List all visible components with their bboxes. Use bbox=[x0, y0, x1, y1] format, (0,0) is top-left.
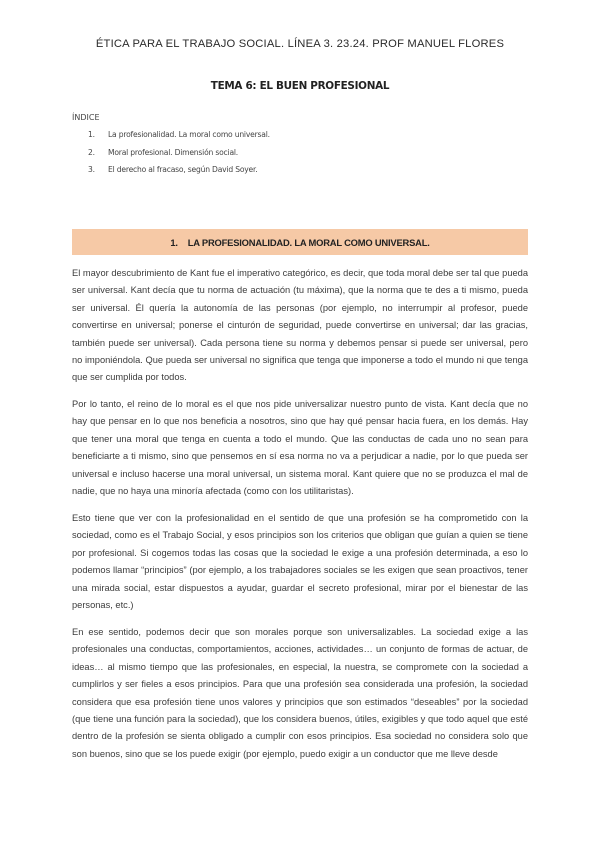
toc-item-number: 2. bbox=[88, 147, 95, 157]
section-heading-bar bbox=[72, 229, 528, 255]
body-paragraph: En ese sentido, podemos decir que son morales porque son universalizables. La sociedad exige a las profesionales una conductas, comportamientos, acciones, actividades… un conjunto de formas de actuar, de ideas… al mismo tiempo que las profesionales, en especial, la nuestra, se compromete con la sociedad a cumplirlos y ser fieles a esos principios. Para que una profesión sea considerada una profesión, la sociedad considera que esa profesión tiene unos valores y principios que son estimados “deseables” por la sociedad (que tiene una función para la sociedad), que los considera buenos, útiles, exigibles y que todo aquel que esté dentro de la profesión se sienta obligado a cumplir con esos principios. Esa sociedad no considera solo que son buenos, sino que se los puede exigir (por ejemplo, puedo exigir a un conductor que me lleve desde bbox=[72, 627, 528, 759]
index-title: ÍNDICE bbox=[72, 113, 100, 122]
toc-item-label: La profesionalidad. La moral como universal. bbox=[108, 130, 270, 139]
toc-item-number: 3. bbox=[88, 165, 95, 174]
toc-item bbox=[88, 147, 270, 165]
toc-item bbox=[88, 129, 270, 147]
document-header: ÉTICA PARA EL TRABAJO SOCIAL. LÍNEA 3. 23.24. PROF MANUEL FLORES bbox=[95, 38, 505, 50]
topic-title: TEMA 6: EL BUEN PROFESIONAL bbox=[210, 80, 390, 92]
body-paragraph: Por lo tanto, el reino de lo moral es el que nos pide universalizar nuestro punto de vista. Kant decía que no hay que pensar en lo que nos beneficia a nosotros, sino que hay qué pensar hacia fuera, en los demás. Hay que tener una moral que tenga en cuenta a todo el mundo. Que las conductas de cada uno no sean para beneficiarte a ti mismo, sino que pensemos en sí esa norma no va a perjudicar a nadie, por lo que pueda ser universal e incluso hacerse una moral universal, un sistema moral. Kant quiere que no se produzca el mal de nadie, que no haya una minoría afectada (como con los utilitaristas). bbox=[72, 399, 528, 497]
table-of-contents bbox=[88, 129, 270, 182]
toc-item-label: Moral profesional. Dimensión social. bbox=[108, 147, 239, 157]
toc-item-number: 1. bbox=[88, 130, 95, 139]
body-paragraph: El mayor descubrimiento de Kant fue el imperativo categórico, es decir, que toda moral debe ser tal que pueda ser universal. Kant decía que tu norma de actuación (tu máxima), que la norma que te des a ti mismo, pueda ser universal. Él quería la autonomía de las personas (por ejemplo, no interrumpir al profesor, puede convertirse en universal; ponerse el cinturón de seguridad, puede convertirse en universal; dar las gracias, también puede ser universal). Cada persona tiene su norma y debemos pensar si puede ser universal, pero no imponiéndola. Que pueda ser universal no significa que tenga que imponerse a todo el mundo ni que tenga que ser cumplida por todos. bbox=[72, 268, 528, 383]
toc-item-label: El derecho al fracaso, según David Soyer. bbox=[108, 165, 258, 174]
body-paragraph: Esto tiene que ver con la profesionalidad en el sentido de que una profesión se ha comprometido con la sociedad, como es el Trabajo Social, y esos principios son los criterios que obligan que guían a quien se tiene por profesional. Si cogemos todas las cosas que la sociedad le exige a una profesión determinada, a eso lo podemos llamar “principios” (por ejemplo, a los trabajadores sociales se les exigen que sean proactivos, tener una mirada social, estar dispuestos a ayudar, guardar el secreto profesional, mirar por el bienestar de las personas, etc.) bbox=[72, 513, 528, 611]
toc-item bbox=[88, 164, 270, 182]
section-number: 1. bbox=[170, 237, 178, 248]
section-title-text: LA PROFESIONALIDAD. LA MORAL COMO UNIVERSAL. bbox=[187, 237, 430, 248]
section-title bbox=[72, 237, 528, 248]
